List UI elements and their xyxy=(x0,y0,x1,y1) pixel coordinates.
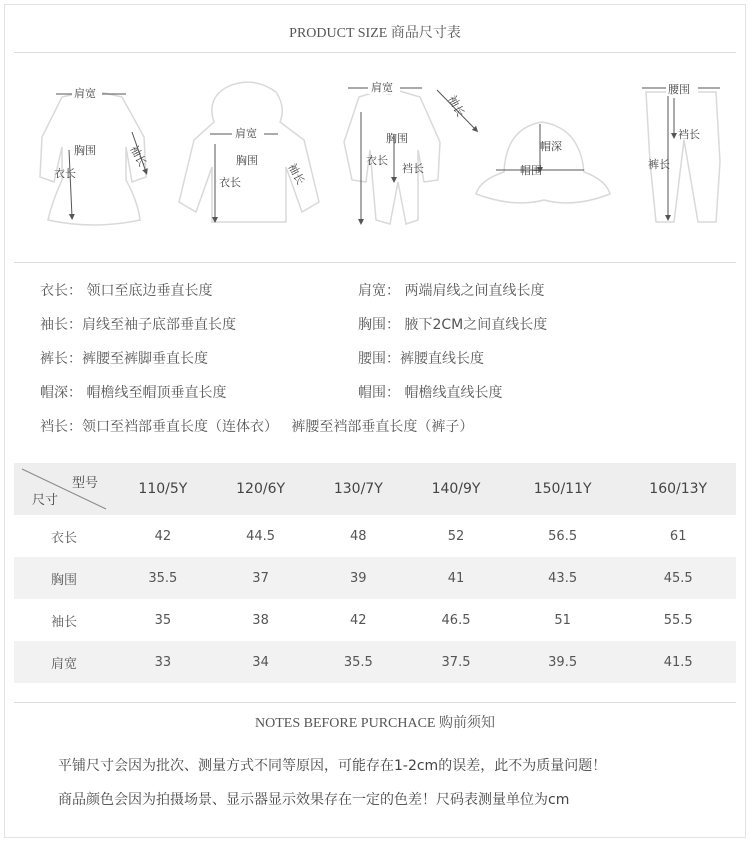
corner-diagonal xyxy=(14,463,114,515)
pants-length-label: 裤长 xyxy=(648,158,670,171)
table-cell: 35.5 xyxy=(343,654,373,670)
hat-shape xyxy=(476,122,610,203)
dress-shoulder-label: 肩宽 xyxy=(74,87,96,100)
col-header: 120/6Y xyxy=(236,481,286,497)
col-header: 130/7Y xyxy=(333,481,383,497)
table-cell: 37.5 xyxy=(441,654,471,670)
size-header-row xyxy=(14,463,736,515)
size-table xyxy=(14,463,736,683)
def-pants-length: 裤长：裤腰至裤脚垂直长度 xyxy=(40,351,208,367)
row-label: 衣长 xyxy=(50,530,77,546)
table-cell: 45.5 xyxy=(663,570,693,586)
hoodie-length-label: 衣长 xyxy=(219,176,241,189)
col-header: 150/11Y xyxy=(533,481,592,497)
romper-sleeve-label: 袖长 xyxy=(445,93,468,119)
table-cell: 39.5 xyxy=(548,654,578,670)
table-cell: 37 xyxy=(252,570,269,586)
def-shoulder: 肩宽： 两端肩线之间直线长度 xyxy=(358,283,545,299)
table-cell: 61 xyxy=(669,528,687,544)
note-line: 商品颜色会因为拍摄场景、显示器显示效果存在一定的色差！尺码表测量单位为cm xyxy=(58,792,570,808)
table-cell: 51 xyxy=(554,612,571,628)
table-cell: 52 xyxy=(447,528,465,544)
romper-crotch-label: 裆长 xyxy=(402,162,424,175)
table-cell: 35 xyxy=(154,612,172,628)
table-cell: 48 xyxy=(350,528,367,544)
romper-chest-label: 胸围 xyxy=(386,132,408,145)
pants-shape xyxy=(646,92,720,222)
romper-shoulder-label: 肩宽 xyxy=(371,81,393,94)
def-length: 衣长： 领口至底边垂直长度 xyxy=(40,283,213,299)
row-label: 肩宽 xyxy=(50,656,77,672)
table-cell: 34 xyxy=(252,654,269,670)
table-cell: 42 xyxy=(154,528,172,544)
dress-length-label: 衣长 xyxy=(54,167,76,180)
notes-title: NOTES BEFORE PURCHACE 购前须知 xyxy=(255,716,495,731)
dress-shape xyxy=(40,92,146,225)
def-hat-circ: 帽围： 帽檐线直线长度 xyxy=(358,385,503,401)
col-header: 140/9Y xyxy=(431,481,481,497)
romper-shape xyxy=(344,90,440,224)
garment-diagrams xyxy=(14,62,736,252)
table-cell: 56.5 xyxy=(548,528,578,544)
note-line: 平铺尺寸会因为批次、测量方式不同等原因，可能存在1-2cm的误差，此不为质量问题！ xyxy=(58,758,607,774)
row-label: 袖长 xyxy=(50,614,77,630)
table-row xyxy=(14,641,736,683)
table-cell: 42 xyxy=(350,612,367,628)
def-chest: 胸围： 腋下2CM之间直线长度 xyxy=(358,317,548,333)
table-cell: 55.5 xyxy=(663,612,693,628)
def-crotch: 裆长：领口至裆部垂直长度（连体衣） 裤腰至裆部垂直长度（裤子） xyxy=(40,419,474,435)
table-cell: 35.5 xyxy=(148,570,178,586)
pants-waist-label: 腰围 xyxy=(668,83,690,96)
table-row xyxy=(14,557,736,599)
table-cell: 39 xyxy=(350,570,367,586)
corner-bottom-label: 尺寸 xyxy=(32,493,59,508)
hat-depth-label: 帽深 xyxy=(540,140,562,153)
hoodie-shape xyxy=(179,82,319,222)
def-waist: 腰围：裤腰直线长度 xyxy=(358,351,484,367)
pants-crotch-label: 裆长 xyxy=(678,128,700,141)
table-row xyxy=(14,599,736,641)
def-hat-depth: 帽深： 帽檐线至帽顶垂直长度 xyxy=(40,385,227,401)
table-cell: 38 xyxy=(252,612,269,628)
notes-divider xyxy=(14,702,736,703)
table-cell: 46.5 xyxy=(441,612,471,628)
corner-cell xyxy=(14,463,114,515)
page-title: PRODUCT SIZE 商品尺寸表 xyxy=(289,26,461,41)
hoodie-sleeve-label: 袖长 xyxy=(285,161,308,187)
table-cell: 41.5 xyxy=(663,654,693,670)
hoodie-shoulder-label: 肩宽 xyxy=(235,127,257,140)
diagram-divider xyxy=(14,262,736,263)
row-label: 胸围 xyxy=(50,572,77,588)
col-header: 160/13Y xyxy=(649,481,708,497)
title-divider xyxy=(14,52,736,53)
dress-sleeve-label: 袖长 xyxy=(127,143,150,169)
table-row xyxy=(14,515,736,557)
table-cell: 44.5 xyxy=(246,528,276,544)
corner-top-label: 型号 xyxy=(72,476,99,491)
col-header: 110/5Y xyxy=(138,481,188,497)
table-cell: 41 xyxy=(447,570,465,586)
hat-circ-label: 帽围 xyxy=(520,164,542,177)
dress-chest-label: 胸围 xyxy=(74,144,96,157)
hoodie-chest-label: 胸围 xyxy=(236,154,258,167)
romper-length-label: 衣长 xyxy=(366,154,388,167)
def-sleeve: 袖长：肩线至袖子底部垂直长度 xyxy=(40,317,236,333)
table-cell: 43.5 xyxy=(548,570,578,586)
table-cell: 33 xyxy=(154,654,172,670)
